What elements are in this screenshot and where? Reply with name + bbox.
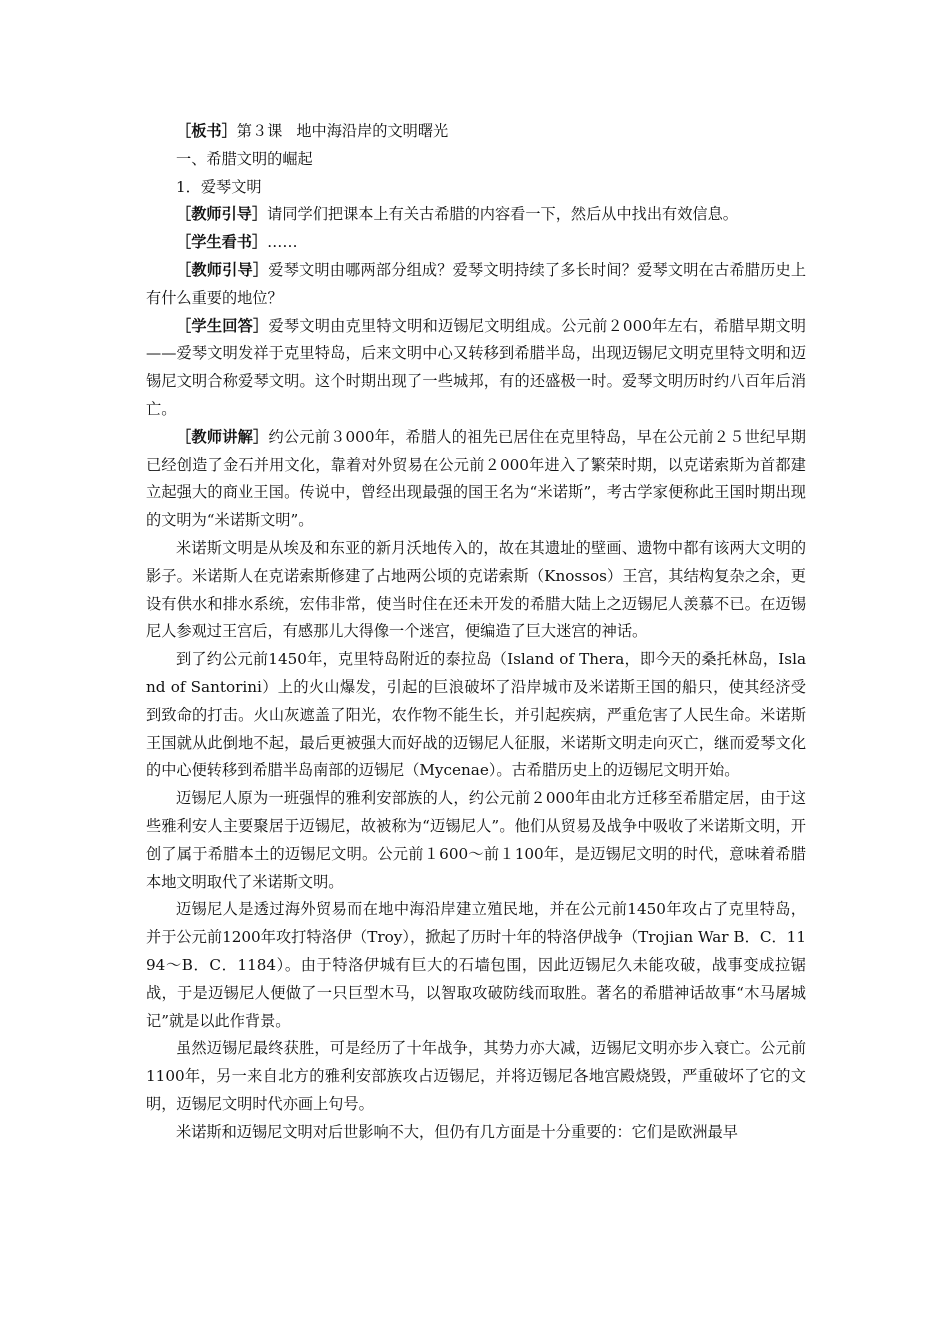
speaker-label: ［教师讲解］ <box>176 427 269 446</box>
paragraph-text: 爱琴文明由哪两部分组成？爱琴文明持续了多长时间？爱琴文明在古希腊历史上有什么重要的地位？ <box>146 260 807 307</box>
document-body <box>146 118 806 1146</box>
body-paragraph-influence: 米诺斯和迈锡尼文明对后世影响不大，但仍有几方面是十分重要的：它们是欧洲最早 <box>176 1122 738 1141</box>
student-reading-paragraph <box>146 229 806 257</box>
body-paragraph-thera: 到了约公元前1450年，克里特岛附近的泰拉岛（Island of Thera，即今天的桑托林岛，Island of Santorini）上的火山爆发，引起的巨浪破坏了沿岸城市及米诺斯王国的船只，使其经济受到致命的打击。火山灰遮盖了阳光，农作物不能生长，并引起疾病，严重危害了人民生命。米诺斯王国就从此倒地不起，最后更被强大而好战的迈锡尼人征服，米诺斯文明走向灭亡，继而爱琴文化的中心便转移到希腊半岛南部的迈锡尼（Mycenae）。古希腊历史上的迈锡尼文明开始。 <box>146 650 806 780</box>
blackboard-tag: ［板书］ <box>176 122 237 140</box>
body-paragraph-decline: 虽然迈锡尼最终获胜，可是经历了十年战争，其势力亦大减，迈锡尼文明亦步入衰亡。公元前1100年，另一来自北方的雅利安部族攻占迈锡尼，并将迈锡尼各地宫殿烧毁，严重破坏了它的文明，迈锡尼文明时代亦画上句号。 <box>146 1039 806 1113</box>
speaker-label: ［学生看书］ <box>176 233 268 252</box>
body-paragraph-minoan: 米诺斯文明是从埃及和东亚的新月沃地传入的，故在其遗址的壁画、遗物中都有该两大文明的影子。米诺斯人在克诺索斯修建了占地两公顷的克诺索斯（Knossos）王宫，其结构复杂之余，更设有供水和排水系统，宏伟非常，使当时住在还未开发的希腊大陆上之迈锡尼人羡慕不已。在迈锡尼人参观过王宫后，有感那儿大得像一个迷宫，便编造了巨大迷宫的神话。 <box>146 538 806 641</box>
subsection-heading: 1．爱琴文明 <box>176 177 262 196</box>
lesson-number: 第３课 <box>236 122 283 140</box>
paragraph-text: …… <box>267 233 298 252</box>
body-paragraph-troy: 迈锡尼人是透过海外贸易而在地中海沿岸建立殖民地，并在公元前1450年攻占了克里特岛，并于公元前1200年攻打特洛伊（Troy），掀起了历时十年的特洛伊战争（Trojian War B．C．1194～B．C．1184）。由于特洛伊城有巨大的石墙包围，因此迈锡尼久未能攻破，战事变成拉锯战，于是迈锡尼人便做了一只巨型木马，以智取攻破防线而取胜。著名的希腊神话故事“木马屠城记”就是以此作背景。 <box>146 900 806 1030</box>
section-heading: 一、希腊文明的崛起 <box>176 149 313 168</box>
paragraph-text: 约公元前３000年，希腊人的祖先已居住在克里特岛，早在公元前２５世纪早期已经创造了金石并用文化，靠着对外贸易在公元前２000年进入了繁荣时期，以克诺索斯为首都建立起强大的商业王国。传说中，曾经出现最强的国王名为“米诺斯”，考古学家便称此王国时期出现的文明为“米诺斯文明”。 <box>146 427 806 530</box>
student-answer-paragraph <box>146 313 806 424</box>
speaker-label: ［学生回答］ <box>176 316 269 335</box>
lesson-title: 地中海沿岸的文明曙光 <box>296 122 449 140</box>
teacher-lecture-paragraph <box>146 424 806 535</box>
speaker-label: ［教师引导］ <box>176 205 268 224</box>
teacher-guide-paragraph-2 <box>146 257 806 313</box>
paragraph-text: 请同学们把课本上有关古希腊的内容看一下，然后从中找出有效信息。 <box>267 205 738 224</box>
speaker-label: ［教师引导］ <box>176 260 269 279</box>
body-paragraph-mycenaean-origin: 迈锡尼人原为一班强悍的雅利安部族的人，约公元前２000年由北方迁移至希腊定居，由于这些雅利安人主要聚居于迈锡尼，故被称为“迈锡尼人”。他们从贸易及战争中吸收了米诺斯文明，开创了属于希腊本土的迈锡尼文明。公元前１600～前１100年，是迈锡尼文明的时代，意味着希腊本地文明取代了米诺斯文明。 <box>146 789 806 891</box>
blackboard-heading <box>146 118 806 146</box>
paragraph-text: 爱琴文明由克里特文明和迈锡尼文明组成。公元前２000年左右，希腊早期文明——爱琴文明发祥于克里特岛，后来文明中心又转移到希腊半岛，出现迈锡尼文明克里特文明和迈锡尼文明合称爱琴文明。这个时期出现了一些城邦，有的还盛极一时。爱琴文明历时约八百年后消亡。 <box>146 316 806 418</box>
teacher-guide-paragraph-1 <box>146 201 806 229</box>
